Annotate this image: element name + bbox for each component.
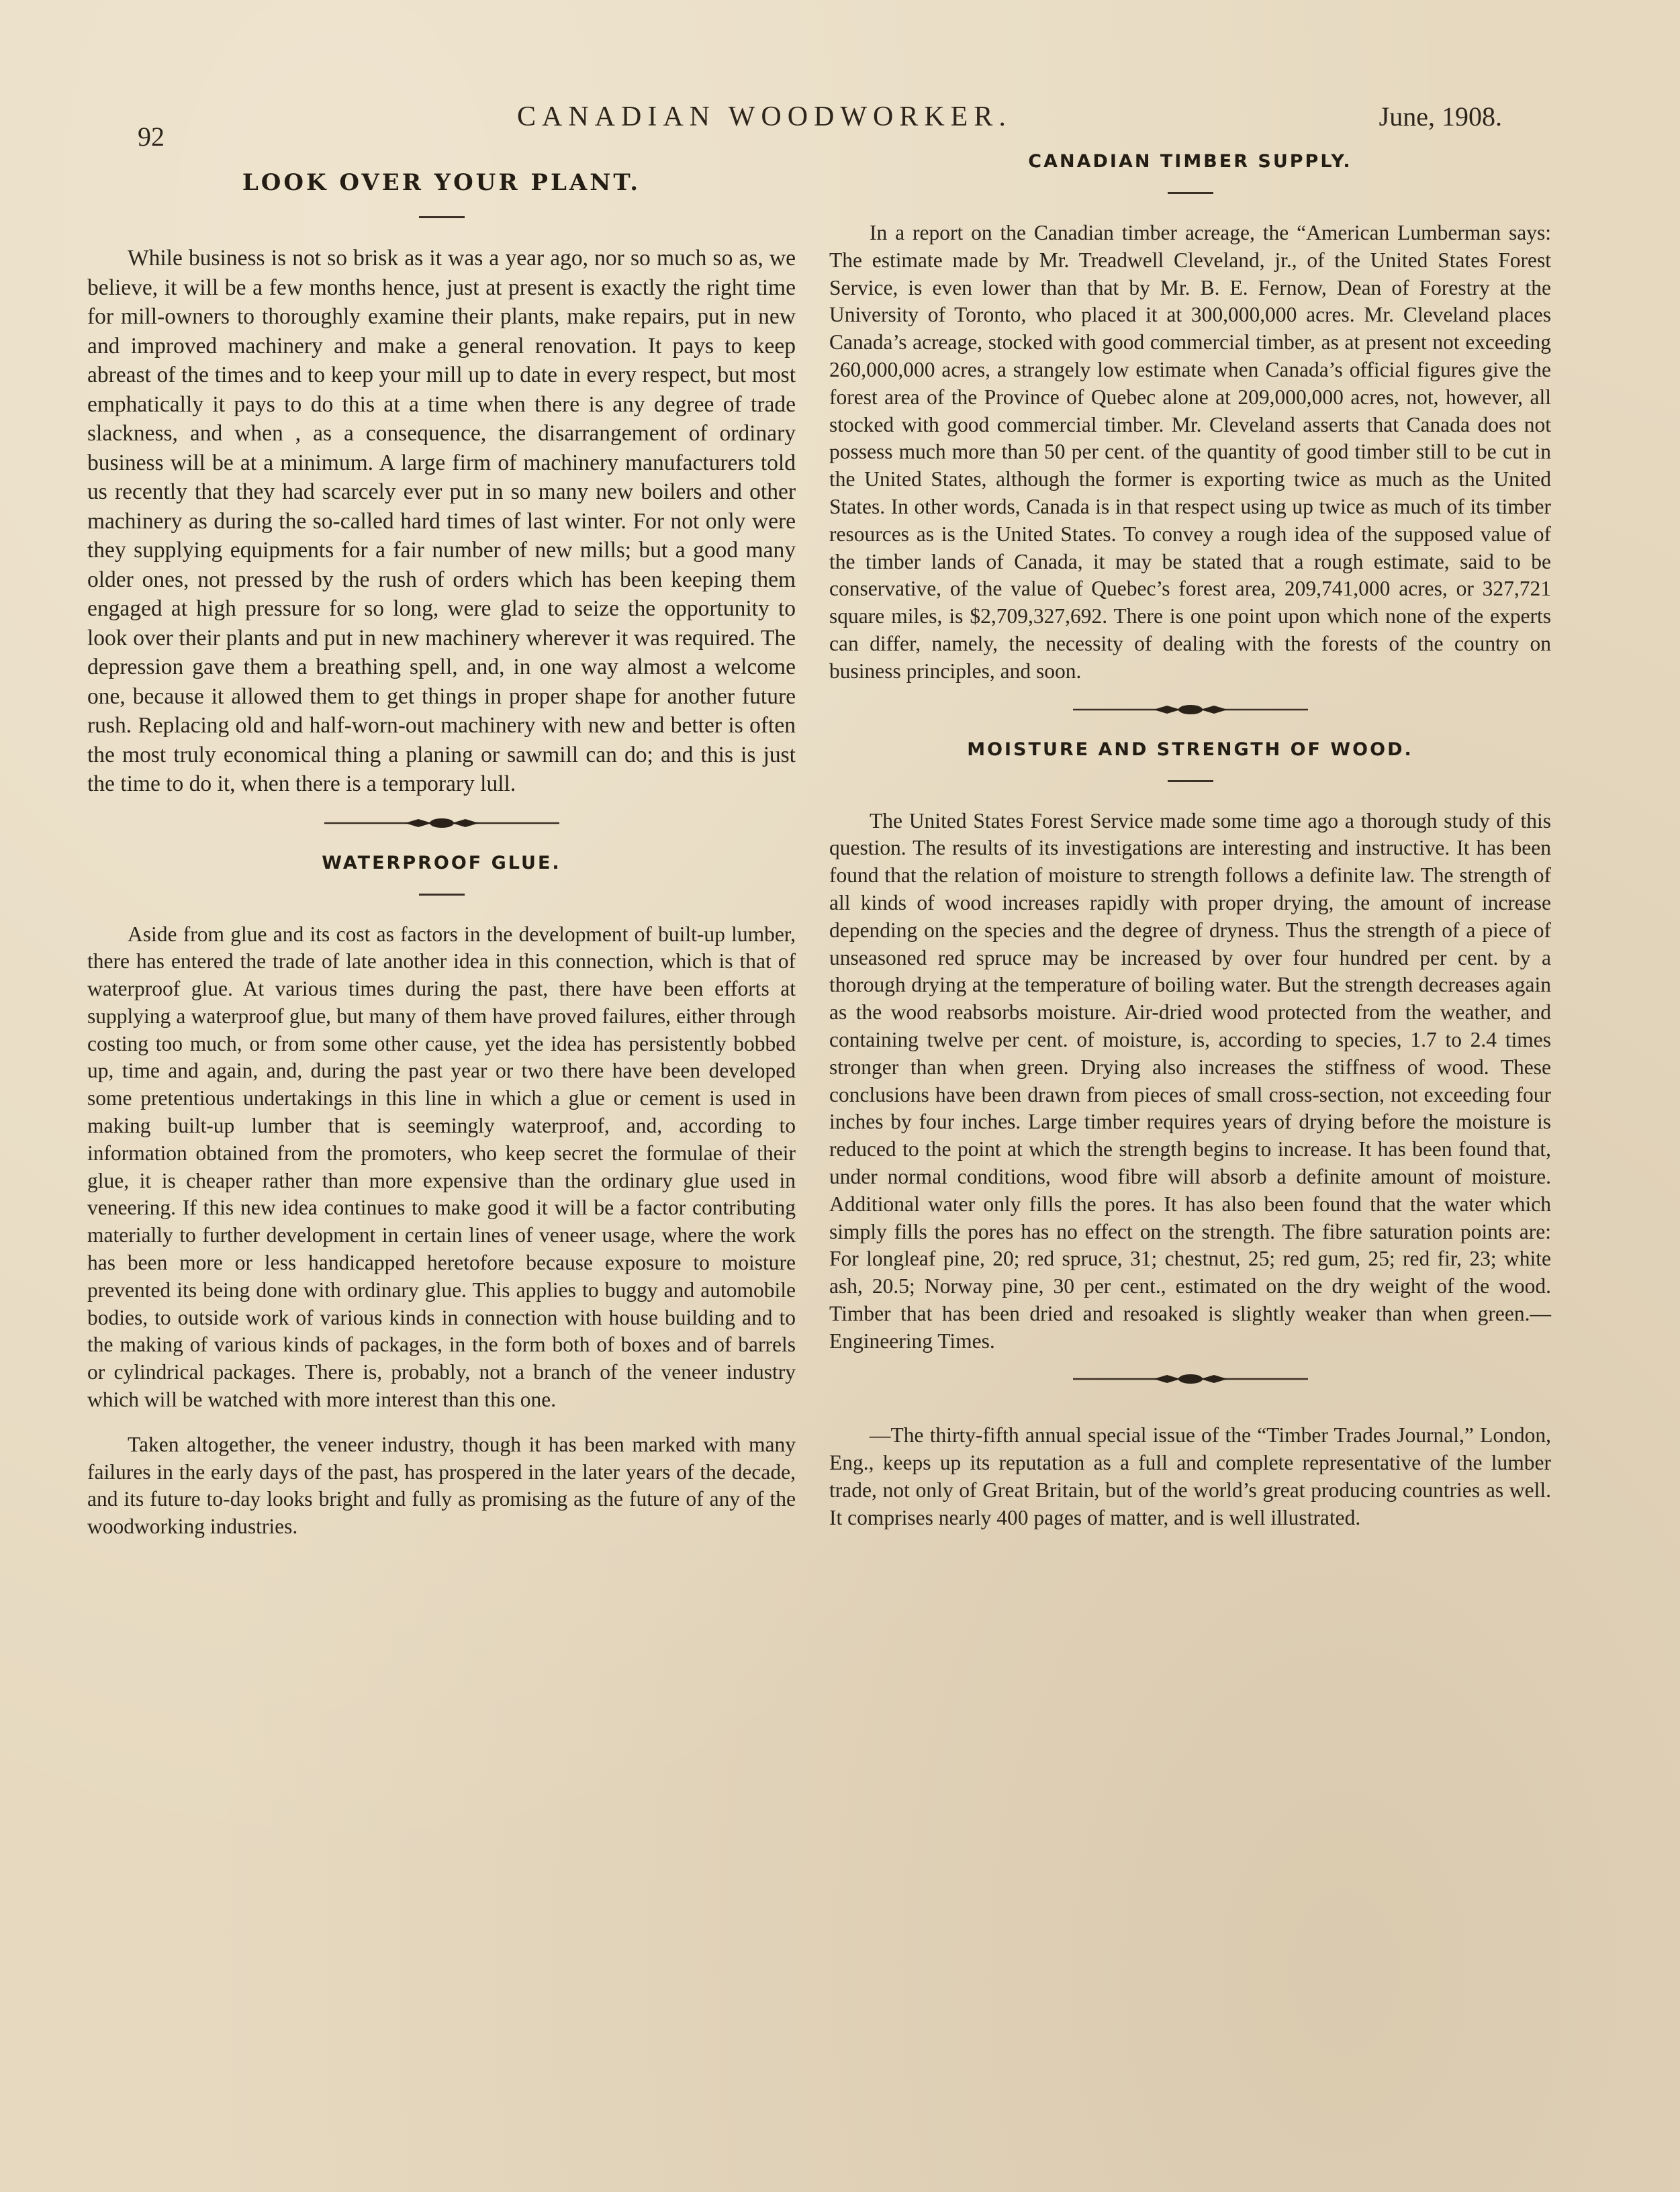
note-body: —The thirty-fifth annual special issue of the “Timber Trades Journal,” London, Eng., keeps up its reputation as a full and complete representative of the lumber trade, not only of Great Britain, but of the world’s great producing countries as well. It comprises nearly 400 pages of matter, and is well illustrated. (829, 1423, 1551, 1529)
article-waterproof-glue (87, 853, 796, 1541)
article-look-over-your-plant (87, 169, 796, 799)
page-number: 92 (138, 122, 165, 152)
title-rule (1168, 780, 1213, 782)
article-title: MOISTURE AND STRENGTH OF WOOD. (967, 738, 1413, 760)
article-moisture-and-strength (829, 739, 1551, 1355)
article-body: In a report on the Canadian timber acreage, the “American Lumberman says: The estimate made by Mr. Treadwell Cleveland, jr., of the United States Forest Service, is even lower than that by Mr. B. E. Fernow, Dean of Forestry at the University of Toronto, who placed it at 300,000,000 acres. Mr. Cleveland places Canada’s acreage, stocked with good commercial timber, as at present not exceeding 260,000,000 acres, a strangely low estimate when Canada’s official figures give the forest area of the Province of Quebec alone at 209,000,000 acres, not, however, all stocked with good commercial timber. Mr. Cleveland asserts that Canada does not possess much more than 50 per cent. of the quantity of good timber still to be cut in the United States, although the former is exporting twice as much as the United States. In other words, Canada is in that respect using up twice as much of its timber resources as is the United States. To convey a rough idea of the supposed value of the timber lands of Canada, it may be stated that a rough estimate, said to be conservative, of the value of Quebec’s forest area, 209,741,000 acres, or 327,721 square miles, is $2,709,327,692. There is one point upon which none of the experts can differ, namely, the necessity of dealing with the forests of the country on business principles, and soon. (829, 221, 1551, 683)
section-ornament (829, 703, 1551, 716)
title-rule (1168, 192, 1213, 194)
article-canadian-timber-supply (829, 151, 1551, 685)
left-column (87, 161, 796, 1541)
issue-date: June, 1908. (1379, 101, 1502, 132)
title-rule (419, 216, 465, 218)
article-title: CANADIAN TIMBER SUPPLY. (1028, 151, 1352, 172)
article-body: Aside from glue and its cost as factors in the development of built-up lumber, there has entered the trade of late another idea in this connection, which is that of waterproof glue. At various times during the past, there have been efforts at supplying a waterproof glue, but many of them have proved failures, either through costing too much, or from some other cause, yet the idea has persistently bobbed up, time and again, and, during the past year or two there have been developed some pretentious undertakings in this line in which a glue or cement is used in making built-up lumber that is seemingly waterproof, and, according to information obtained from the promoters, who keep secret the formulae of their glue, it is cheaper rather than more expensive than the ordinary glue used in veneering. If this new idea continues to make good it will be a factor contributing materially to further development in certain lines of veneer usage, where the work has been more or less handicapped heretofore because exposure to moisture prevented its being done with ordinary glue. This applies to buggy and automobile bodies, to outside work of various kinds in connection with house building and to the making of various kinds of packages, in the form both of boxes and of barrels or cylindrical packages. There is, probably, not a branch of the veneer industry which will be watched with more interest than this one. (87, 922, 796, 1412)
timber-trades-journal-note (829, 1422, 1551, 1531)
article-title: WATERPROOF GLUE. (322, 852, 561, 873)
article-body: The United States Forest Service made some time ago a thorough study of this question. The results of its investigations are interesting and instructive. It has been found that the relation of moisture to strength follows a definite law. The strength of all kinds of wood increases rapidly with proper drying, the amount of increase depending on the species and the degree of dryness. Thus the strength of a piece of unseasoned red spruce may be increased by over four hundred per cent. by a thorough drying at the temperature of boiling water. But the strength decreases again as the wood reabsorbs moisture. Air-dried wood protected from the weather, and containing twelve per cent. of moisture, is, according to species, 1.7 to 2.4 times stronger than when green. Drying also increases the stiffness of wood. These conclusions have been drawn from pieces of small cross-section, not exceeding four inches by four inches. Large timber requires years of drying before the moisture is reduced to the point at which the strength begins to increase. It has been found that, under normal conditions, wood fibre will absorb a definite amount of moisture. Additional water only fills the pores. It has also been found that the water which simply fills the pores has no effect on the strength. The fibre saturation points are: For longleaf pine, 20; red spruce, 31; chestnut, 25; red gum, 25; red fir, 23; white ash, 20.5; Norway pine, 30 per cent., estimated on the dry weight of the wood. Timber that has been dried and resoaked is slightly weaker than when green.—Engineering Times. (829, 808, 1551, 1353)
running-title: CANADIAN WOODWORKER. (517, 101, 1012, 132)
article-body: While business is not so brisk as it was a year ago, nor so much so as, we believe, it will be a few months hence, just at present is exactly the right time for mill-owners to thoroughly examine their plants, make repairs, put in new and improved machinery and make a general renovation. It pays to keep abreast of the times and to keep your mill up to date in every respect, but most emphatically it pays to do this at a time when there is any degree of trade slackness, and when , as a consequence, the disarrangement of ordinary business will be at a minimum. A large firm of machinery manufacturers told us recently that they had scarcely ever put in so many new boilers and other machinery as during the so-called hard times of last winter. For not only were they supplying equipments for a fair number of new mills; but a good many older ones, not pressed by the rush of orders which has been keeping them engaged at high pressure for so long, were glad to seize the opportunity to look over their plants and put in new machinery wherever it was required. The depression gave them a breathing spell, and, in one way almost a welcome one, because it allowed them to get things in proper shape for another future rush. Replacing old and half-worn-out machinery with new and better is often the most truly economical thing a planing or sawmill can do; and this is just the time to do it, when there is a temporary lull. (87, 246, 796, 796)
article-body: Taken altogether, the veneer industry, though it has been marked with many failures in the early days of the past, has prospered in the later years of the decade, and its future to-day looks bright and fully as promising as the future of any of the woodworking industries. (87, 1432, 796, 1539)
section-ornament (829, 1372, 1551, 1386)
title-rule (419, 894, 465, 896)
section-ornament (87, 816, 796, 830)
right-column (829, 151, 1551, 1532)
article-title: LOOK OVER YOUR PLANT. (242, 169, 641, 196)
